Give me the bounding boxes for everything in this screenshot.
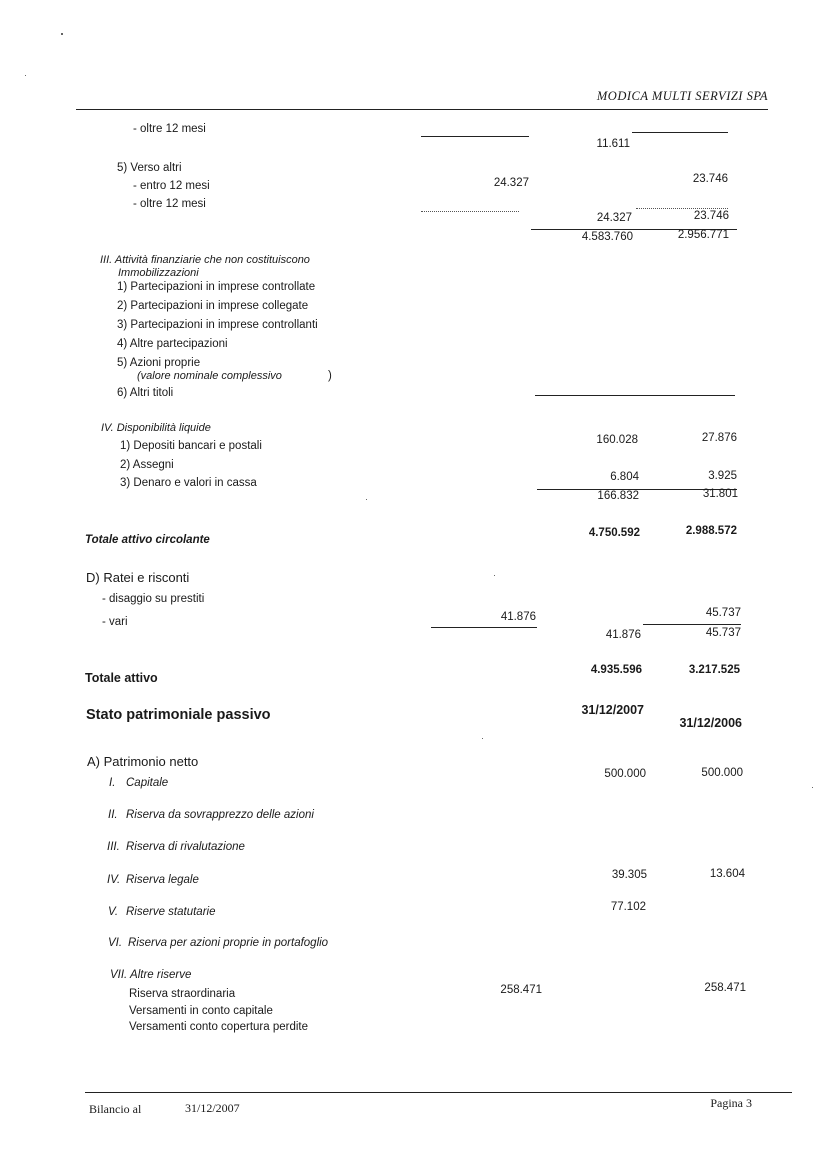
value-cell: 45.737 bbox=[705, 627, 741, 639]
value-cell: 77.102 bbox=[610, 901, 646, 913]
row-label: Riserva di rivalutazione bbox=[126, 841, 245, 853]
value-cell: 23.746 bbox=[692, 173, 728, 185]
row-label: 6) Altri titoli bbox=[117, 387, 174, 399]
row-label: Versamenti in conto capitale bbox=[129, 1005, 273, 1017]
value-cell: 3.925 bbox=[708, 470, 737, 482]
row-label: 5) Azioni proprie bbox=[117, 357, 201, 369]
dotted-rule bbox=[636, 208, 728, 209]
row-number: V. bbox=[108, 906, 119, 918]
footer-rule bbox=[85, 1092, 792, 1093]
section-heading: IV. Disponibilità liquide bbox=[101, 422, 211, 434]
total-value: 4.935.596 bbox=[590, 664, 642, 676]
row-label: - vari bbox=[102, 616, 128, 628]
scan-speck bbox=[366, 499, 367, 500]
page-number: Pagina 3 bbox=[710, 1096, 752, 1110]
value-cell: 166.832 bbox=[597, 490, 639, 502]
total-label: Totale attivo bbox=[85, 671, 158, 685]
total-value: 3.217.525 bbox=[688, 664, 740, 676]
row-label: Riserva straordinaria bbox=[129, 988, 236, 1000]
scan-speck bbox=[494, 575, 495, 576]
value-cell: 500.000 bbox=[701, 767, 743, 779]
row-label: 5) Verso altri bbox=[117, 162, 182, 174]
value-cell: 258.471 bbox=[704, 982, 746, 994]
row-label: 3) Denaro e valori in cassa bbox=[120, 477, 257, 489]
total-value: 4.750.592 bbox=[588, 527, 640, 539]
row-number: IV. bbox=[107, 874, 121, 886]
row-label: ) bbox=[328, 370, 332, 382]
header-rule bbox=[76, 109, 768, 110]
column-rule bbox=[632, 132, 728, 133]
row-label: Versamenti conto copertura perdite bbox=[129, 1021, 308, 1033]
value-cell: 41.876 bbox=[605, 629, 641, 641]
scan-speck bbox=[61, 33, 63, 35]
dotted-rule bbox=[421, 211, 519, 212]
row-label: 1) Depositi bancari e postali bbox=[120, 440, 262, 452]
section-heading: D) Ratei e risconti bbox=[86, 570, 190, 585]
company-header: MODICA MULTI SERVIZI SPA bbox=[596, 89, 768, 103]
section-heading: Immobilizzazioni bbox=[118, 267, 199, 279]
section-heading: A) Patrimonio netto bbox=[87, 754, 199, 769]
total-label: Totale attivo circolante bbox=[85, 534, 210, 546]
row-label: Riserva legale bbox=[126, 874, 199, 886]
row-label: Capitale bbox=[126, 777, 169, 789]
value-cell: 258.471 bbox=[500, 984, 542, 996]
value-cell: 45.737 bbox=[705, 607, 741, 619]
scan-speck bbox=[482, 738, 483, 739]
scan-speck bbox=[25, 75, 26, 76]
value-cell: 13.604 bbox=[709, 868, 745, 880]
footer-date: 31/12/2007 bbox=[185, 1101, 240, 1115]
row-label: 3) Partecipazioni in imprese controllanti bbox=[117, 319, 318, 331]
value-cell: 160.028 bbox=[596, 434, 638, 446]
row-number: VI. bbox=[108, 937, 123, 949]
value-cell: 27.876 bbox=[701, 432, 737, 444]
value-cell: 24.327 bbox=[596, 212, 632, 224]
column-rule bbox=[535, 395, 735, 396]
value-cell: 41.876 bbox=[500, 611, 536, 623]
column-header-2006: 31/12/2006 bbox=[679, 716, 742, 730]
section-heading: III. Attività finanziarie che non costituiscono bbox=[100, 254, 310, 266]
row-label: Riserva da sovrapprezzo delle azioni bbox=[126, 809, 314, 821]
value-cell: 2.956.771 bbox=[677, 229, 729, 241]
column-header-2007: 31/12/2007 bbox=[581, 703, 644, 717]
row-label: - oltre 12 mesi bbox=[133, 198, 206, 210]
value-cell: 4.583.760 bbox=[581, 231, 633, 243]
value-cell: 39.305 bbox=[611, 869, 647, 881]
value-cell: 31.801 bbox=[702, 488, 738, 500]
row-number: III. bbox=[107, 841, 120, 853]
row-label: VII. Altre riserve bbox=[110, 969, 192, 981]
row-label: 4) Altre partecipazioni bbox=[117, 338, 228, 350]
column-rule bbox=[421, 136, 529, 137]
row-label: - entro 12 mesi bbox=[133, 180, 210, 192]
row-label: - oltre 12 mesi bbox=[133, 123, 206, 135]
page-section-title: Stato patrimoniale passivo bbox=[86, 707, 271, 723]
scan-speck bbox=[812, 787, 813, 788]
value-cell: 500.000 bbox=[604, 768, 646, 780]
value-cell: 6.804 bbox=[610, 471, 639, 483]
value-cell: 23.746 bbox=[693, 210, 729, 222]
footer-label: Bilancio al bbox=[89, 1102, 142, 1116]
row-label: Riserva per azioni proprie in portafoglio bbox=[128, 937, 329, 949]
row-number: II. bbox=[108, 809, 118, 821]
value-cell: 11.611 bbox=[596, 138, 630, 150]
column-rule bbox=[643, 624, 741, 625]
row-label: 2) Assegni bbox=[120, 459, 174, 471]
row-label: 2) Partecipazioni in imprese collegate bbox=[117, 300, 309, 312]
row-label: (valore nominale complessivo bbox=[137, 370, 282, 382]
value-cell: 24.327 bbox=[493, 177, 529, 189]
row-number: I. bbox=[109, 777, 116, 789]
total-value: 2.988.572 bbox=[685, 525, 737, 537]
row-label: 1) Partecipazioni in imprese controllate bbox=[117, 281, 316, 293]
column-rule bbox=[431, 627, 537, 628]
row-label: Riserve statutarie bbox=[126, 906, 216, 918]
row-label: - disaggio su prestiti bbox=[102, 593, 205, 605]
